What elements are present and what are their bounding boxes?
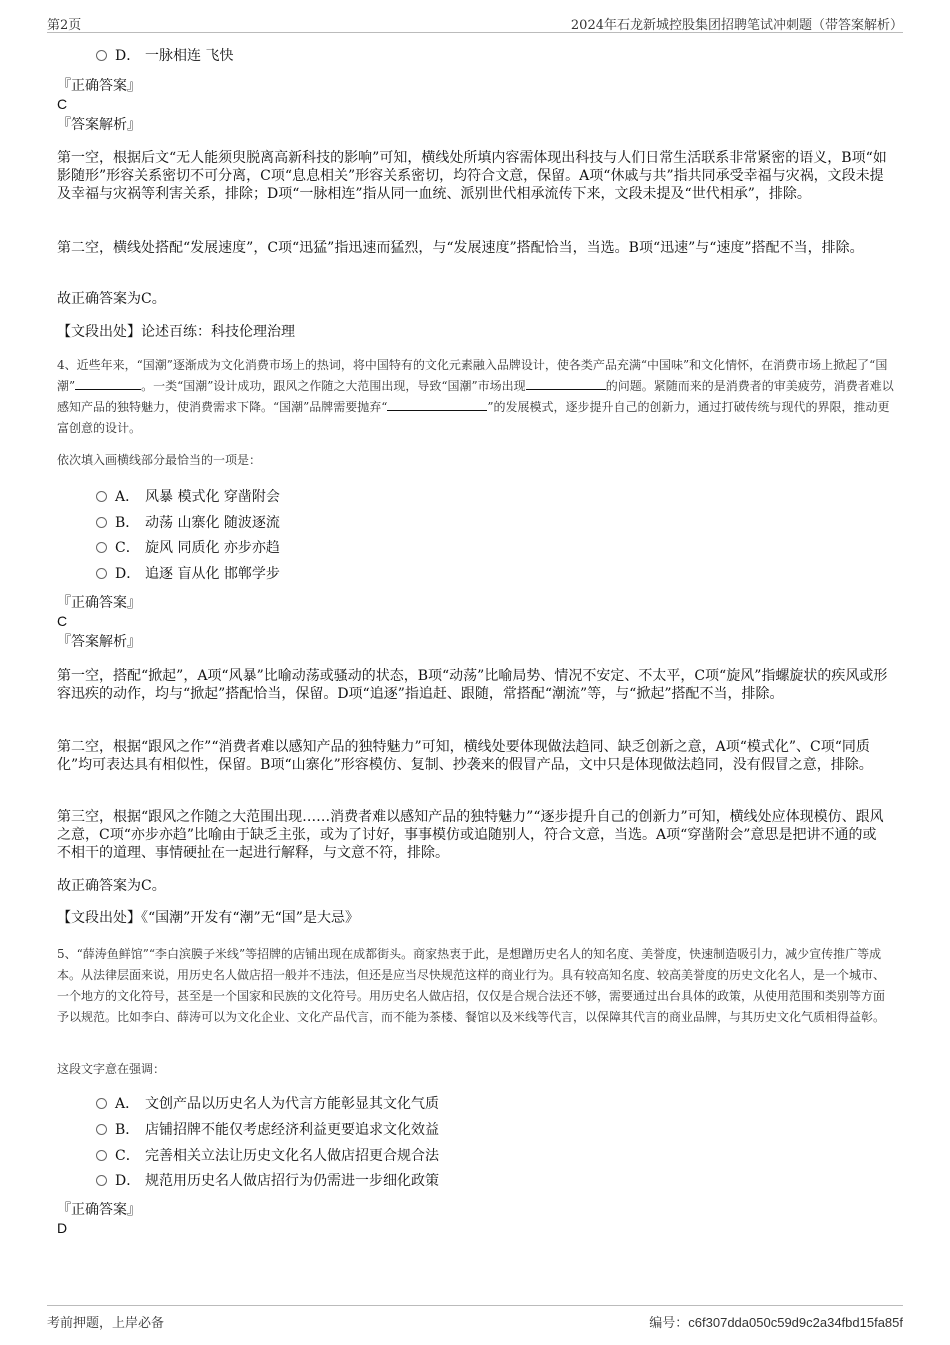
page-header — [47, 12, 903, 33]
option-text: 旋风 同质化 亦步亦趋 — [145, 540, 280, 556]
option-text: 规范用历史名人做店招行为仍需进一步细化政策 — [145, 1173, 439, 1189]
q3-answer-label: 『正确答案』 — [57, 78, 141, 94]
option-text: 动荡 山寨化 随波逐流 — [145, 515, 280, 531]
option-key: D． — [115, 48, 141, 64]
option-text: 店铺招牌不能仅考虑经济利益更要追求文化效益 — [145, 1122, 439, 1138]
page-number: 第2页 — [47, 18, 82, 33]
q4-analysis-p2: 第二空，根据“跟风之作”“消费者难以感知产品的独特魅力”可知，横线处要体现做法趋同、缺乏创新之意，A项“模式化”、C项“同质化”均可表达具有相似性，保留。B项“山寨化”形容模仿、复制、抄袭来的假冒产品，文中只是体现做法趋同，没有假冒之意，排除。 — [57, 739, 873, 773]
footer-slogan: 考前押题，上岸必备 — [47, 1316, 165, 1331]
option-key: A． — [115, 1096, 140, 1112]
option-key: C． — [115, 1148, 140, 1164]
radio-icon[interactable] — [96, 542, 107, 553]
q5-option-c[interactable] — [96, 1146, 439, 1166]
option-key: C． — [115, 540, 140, 556]
document-code: 编号：c6f307dda050c59d9c2a34fbd15fa85f — [649, 1315, 903, 1330]
q5-prompt: 这段文字意在强调： — [57, 1062, 166, 1076]
q4-prompt: 依次填入画横线部分最恰当的一项是： — [57, 453, 262, 467]
q3-analysis-p2: 第二空，横线处搭配“发展速度”，C项“迅猛”指迅速而猛烈，与“发展速度”搭配恰当，当选。B项“迅速”与“速度”搭配不当，排除。 — [57, 240, 864, 256]
q4-stem-part: 的问题。紧随而来的是消费者的审美疲劳，消费者难以感知产品的独特魅力，使消费需求下降。“国潮”品牌需要抛弃“ — [57, 379, 894, 414]
option-key: B． — [115, 1122, 140, 1138]
q4-answer-label: 『正确答案』 — [57, 595, 141, 611]
q5-option-d[interactable] — [96, 1171, 439, 1191]
q5-answer: D — [57, 1220, 68, 1236]
radio-icon[interactable] — [96, 50, 107, 61]
q3-source: 【文段出处】论述百练：科技伦理治理 — [57, 324, 295, 340]
q5-option-b[interactable] — [96, 1120, 439, 1140]
q3-option-d[interactable] — [96, 46, 233, 66]
q4-analysis-p4: 故正确答案为C。 — [57, 878, 166, 894]
option-text: 追逐 盲从化 邯郸学步 — [145, 566, 280, 582]
q4-stem-part: 4、近些年来，“国潮”逐渐成为文化消费市场上的热词，将中国特有的文化元素融入品牌设计，使各类产品充满“中国味”和文化情怀，在消费市场上掀起了“国潮” — [57, 358, 888, 393]
q4-analysis-p3: 第三空，根据“跟风之作随之大范围出现……消费者难以感知产品的独特魅力”“逐步提升自己的创新力”可知，横线处应体现模仿、跟风之意，C项“亦步亦趋”比喻由于缺乏主张，或为了讨好，事事模仿或追随别人，符合文意，当选。A项“穿凿附会”意思是把讲不通的或不相干的道理、事情硬扯在一起进行解释，与文意不符，排除。 — [57, 809, 884, 861]
q3-answer: C — [57, 96, 68, 112]
option-text: 风暴 模式化 穿凿附会 — [145, 489, 280, 505]
q4-stem — [57, 355, 895, 439]
document-title: 2024年石龙新城控股集团招聘笔试冲刺题（带答案解析） — [570, 18, 903, 33]
q4-option-b[interactable] — [96, 513, 280, 533]
q4-analysis-p1: 第一空，搭配“掀起”，A项“风暴”比喻动荡或骚动的状态，B项“动荡”比喻局势、情况不安定、不太平，C项“旋风”指螺旋状的疾风或形容迅疾的动作，均与“掀起”搭配恰当，保留。D项“追逐”指追赶、跟随，常搭配“潮流”等，与“掀起”搭配不当，排除。 — [57, 668, 888, 702]
page-footer — [47, 1305, 903, 1331]
blank-line — [387, 397, 487, 411]
q3-analysis-p3: 故正确答案为C。 — [57, 291, 166, 307]
radio-icon[interactable] — [96, 1124, 107, 1135]
q3-analysis-p1: 第一空，根据后文“无人能须臾脱离高新科技的影响”可知，横线处所填内容需体现出科技与人们日常生活联系非常紧密的语义，B项“如影随形”形容关系密切不可分离，C项“息息相关”形容关系密切，均符合文意，保留。A项“休戚与共”指共同承受幸福与灾祸，文段未提及幸福与灾祸等利害关系，排除；D项“一脉相连”指从同一血统、派别世代相承流传下来，文段未提及“世代相承”，排除。 — [57, 150, 887, 202]
q5-option-a[interactable] — [96, 1094, 439, 1114]
q4-answer: C — [57, 613, 68, 629]
radio-icon[interactable] — [96, 491, 107, 502]
option-key: D． — [115, 566, 141, 582]
q4-source: 【文段出处】《“国潮”开发有“潮”无“国”是大忌》 — [57, 910, 359, 926]
radio-icon[interactable] — [96, 1098, 107, 1109]
q3-analysis-label: 『答案解析』 — [57, 117, 141, 133]
option-key: A． — [115, 489, 140, 505]
option-key: D． — [115, 1173, 141, 1189]
radio-icon[interactable] — [96, 1175, 107, 1186]
blank-line — [526, 376, 606, 390]
radio-icon[interactable] — [96, 1150, 107, 1161]
radio-icon[interactable] — [96, 517, 107, 528]
radio-icon[interactable] — [96, 568, 107, 579]
option-key: B． — [115, 515, 140, 531]
q5-answer-label: 『正确答案』 — [57, 1202, 141, 1218]
q4-option-c[interactable] — [96, 538, 280, 558]
q5-stem: 5、“薛涛鱼鲜馆”“李白滨膜子米线”等招牌的店铺出现在成都街头。商家热衷于此，是想蹭历史名人的知名度、美誉度，快速制造吸引力，减少宣传推广等成本。从法律层面来说，用历史名人做店招一般并不违法，但还是应当尽快规范这样的商业行为。具有较高知名度、较高美誉度的历史文化名人，是一个城市、一个地方的文化符号，甚至是一个国家和民族的文化符号。用历史名人做店招，仅仅是合规合法还不够，需要通过出台具体的政策，从使用范围和类别等方面予以规范。比如李白、薛涛可以为文化企业、文化产品代言，而不能为茶楼、餐馆以及米线等代言，以保障其代言的商业品牌，与其历史文化气质相得益彰。 — [57, 947, 886, 1024]
option-text: 完善相关立法让历史文化名人做店招更合规合法 — [145, 1148, 439, 1164]
q4-stem-part: ”的发展模式，逐步提升自己的创新力，通过打破传统与现代的界限，推动更富创意的设计。 — [57, 400, 890, 435]
q4-stem-part: 。一类“国潮”设计成功，跟风之作随之大范围出现，导致“国潮”市场出现 — [141, 379, 526, 393]
q4-option-a[interactable] — [96, 487, 280, 507]
blank-line — [75, 376, 141, 390]
q4-analysis-label: 『答案解析』 — [57, 634, 141, 650]
q4-option-d[interactable] — [96, 564, 280, 584]
option-text: 文创产品以历史名人为代言方能彰显其文化气质 — [145, 1096, 439, 1112]
option-text: 一脉相连 飞快 — [145, 48, 234, 64]
